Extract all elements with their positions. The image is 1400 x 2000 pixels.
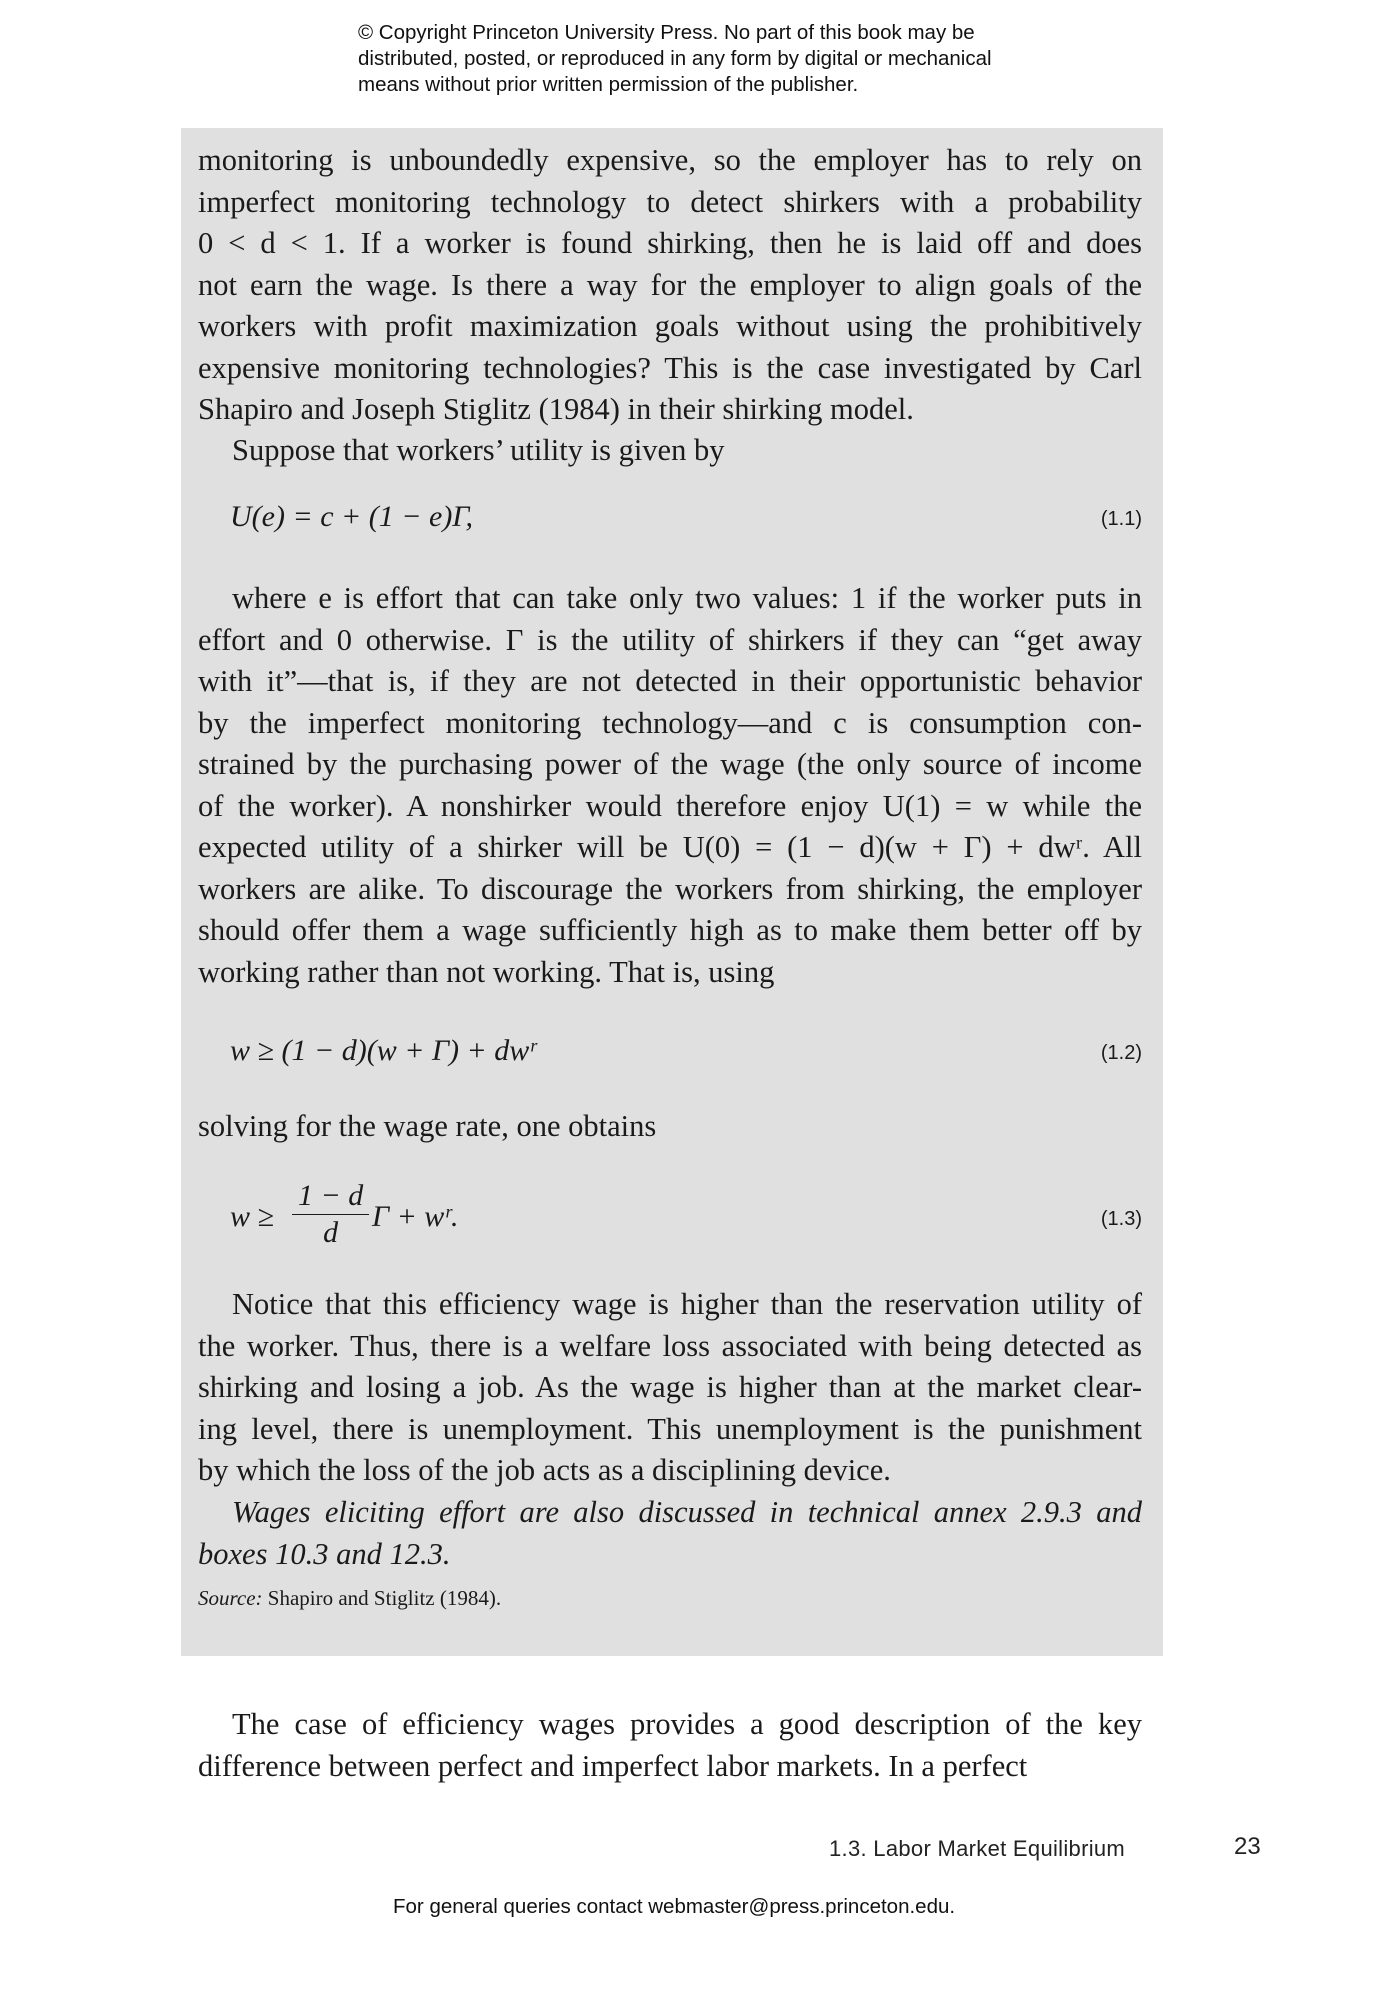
equation-rhs: Γ + wʳ. [372, 1200, 459, 1233]
text-line: solving for the wage rate, one obtains [198, 1109, 657, 1143]
box-paragraph-2 [198, 430, 1142, 472]
equation-fraction [292, 1178, 369, 1251]
text-line: Wages eliciting effort are also discussed in technical annex 2.9.3 and [232, 1495, 1142, 1529]
body-paragraph [198, 1704, 1142, 1787]
fraction-numerator: 1 − d [292, 1178, 369, 1215]
equation-number: (1.1) [1100, 508, 1142, 530]
text-line: expected utility of a shirker will be U(0) = (1 − d)(w + Γ) + dwʳ. All [198, 830, 1142, 864]
text-line: imperfect monitoring technology to detect shirkers with a probability [198, 184, 1142, 219]
text-line: the worker. Thus, there is a welfare loss associated with being detected as [198, 1328, 1142, 1363]
general-queries-notice: For general queries contact webmaster@press.princeton.edu. [393, 1895, 956, 1918]
equation-1-2 [230, 1034, 1142, 1068]
fraction-denominator: d [323, 1216, 339, 1249]
equation-1-1 [230, 500, 1142, 534]
text-line: should offer them a wage sufficiently high as to make them better off by [198, 913, 1142, 947]
text-line: not earn the wage. Is there a way for the employer to align goals of the [198, 267, 1142, 302]
text-line: Shapiro and Joseph Stiglitz (1984) in their shirking model. [198, 392, 914, 426]
text-line: effort and 0 otherwise. Γ is the utility of shirkers if they can “get away [198, 622, 1142, 657]
text-line: shirking and losing a job. As the wage is higher than at the market clear- [198, 1370, 1142, 1404]
text-line: 0 < d < 1. If a worker is found shirking, then he is laid off and does [198, 226, 1142, 260]
copyright-notice [358, 20, 1078, 98]
box-paragraph-6 [198, 1492, 1142, 1575]
box-paragraph-3 [198, 578, 1142, 993]
text-line: expensive monitoring technologies? This is the case investigated by Carl [198, 350, 1142, 385]
equation-1-3 [230, 1178, 1142, 1258]
text-line: by which the loss of the job acts as a disciplining device. [198, 1453, 891, 1487]
text-line: workers with profit maximization goals without using the prohibitively [198, 309, 1142, 343]
text-line: with it”—that is, if they are not detected in their opportunistic behavior [198, 664, 1142, 698]
text-line: Suppose that workers’ utility is given by [232, 433, 725, 467]
box-paragraph-5 [198, 1284, 1142, 1492]
source-note [198, 1586, 501, 1611]
equation-lhs: w ≥ [230, 1200, 274, 1233]
source-text: Shapiro and Stiglitz (1984). [262, 1586, 502, 1610]
copyright-line: distributed, posted, or reproduced in any form by digital or mechanical [358, 47, 992, 70]
text-line: working rather than not working. That is, using [198, 954, 775, 989]
text-line: strained by the purchasing power of the wage (the only source of income [198, 747, 1142, 781]
text-line: by the imperfect monitoring technology—and c is consumption con- [198, 705, 1142, 740]
text-line: of the worker). A nonshirker would therefore enjoy U(1) = w while the [198, 788, 1142, 823]
text-line: The case of efficiency wages provides a good description of the key [232, 1707, 1142, 1741]
text-line: workers are alike. To discourage the workers from shirking, the employer [198, 871, 1142, 906]
equation-number: (1.2) [1100, 1042, 1142, 1064]
equation-number: (1.3) [1100, 1208, 1142, 1230]
running-footer-section: 1.3. Labor Market Equilibrium [829, 1836, 1126, 1861]
copyright-line: means without prior written permission of the publisher. [358, 73, 859, 96]
box-paragraph-4 [198, 1106, 1142, 1148]
box-paragraph-1 [198, 140, 1142, 431]
text-line: difference between perfect and imperfect labor markets. In a perfect [198, 1748, 1028, 1783]
text-line: Notice that this efficiency wage is higher than the reservation utility of [232, 1287, 1142, 1321]
copyright-line: © Copyright Princeton University Press. No part of this book may be [358, 21, 975, 44]
text-line: where e is effort that can take only two values: 1 if the worker puts in [232, 581, 1142, 615]
source-label: Source: [198, 1586, 263, 1610]
equation-expression: w ≥ (1 − d)(w + Γ) + dwʳ [230, 1034, 536, 1067]
text-line: monitoring is unboundedly expensive, so the employer has to rely on [198, 143, 1142, 177]
text-line: ing level, there is unemployment. This unemployment is the punishment [198, 1411, 1142, 1446]
equation-expression: U(e) = c + (1 − e)Γ, [230, 500, 474, 533]
text-line: boxes 10.3 and 12.3. [198, 1536, 451, 1571]
page-number: 23 [1234, 1833, 1261, 1860]
